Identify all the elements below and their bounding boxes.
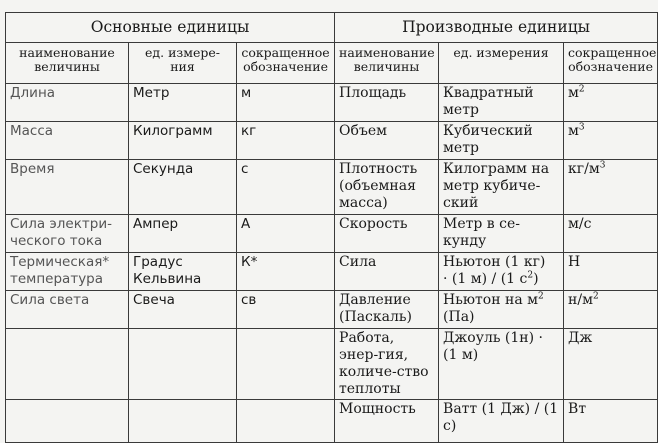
basic-name-cell: Сила света xyxy=(6,291,129,329)
derived-unit-cell: Квадратный метр xyxy=(439,84,564,122)
sym-base: Н xyxy=(568,254,581,270)
unit-line-1: Ньютон (1 кг) xyxy=(443,254,546,270)
derived-unit-cell: Килограмм на метр кубиче-ский xyxy=(439,160,564,215)
col-derived-unit: ед. измерения xyxy=(439,43,564,84)
table-row xyxy=(6,84,658,122)
unit-line-1: Ньютон на м xyxy=(443,292,539,308)
basic-unit-cell: Ампер xyxy=(129,215,237,253)
derived-sym-cell xyxy=(564,122,658,160)
unit-exponent: 2 xyxy=(538,291,544,302)
derived-unit-cell: Кубический метр xyxy=(439,122,564,160)
units-table xyxy=(5,12,658,443)
table-row xyxy=(6,329,658,400)
derived-sym-cell xyxy=(564,400,658,443)
table-row xyxy=(6,160,658,215)
basic-name-cell: Масса xyxy=(6,122,129,160)
derived-unit-cell xyxy=(439,253,564,291)
derived-sym-cell xyxy=(564,253,658,291)
basic-sym-cell: м xyxy=(237,84,335,122)
basic-unit-cell: Градус Кельвина xyxy=(129,253,237,291)
sym-base: н/м xyxy=(568,292,593,308)
derived-name-cell: Мощность xyxy=(335,400,439,443)
basic-name-cell xyxy=(6,400,129,443)
col-derived-sym: сокращенное обозначение xyxy=(564,43,658,84)
sym-base: Дж xyxy=(568,330,593,346)
table-row xyxy=(6,215,658,253)
derived-unit-cell: Ватт (1 Дж) / (1 с) xyxy=(439,400,564,443)
col-derived-name: наименование величины xyxy=(335,43,439,84)
unit-line-2: · (1 м) / (1 с xyxy=(443,271,528,287)
sym-base: Вт xyxy=(568,401,587,417)
derived-sym-cell xyxy=(564,84,658,122)
table-row xyxy=(6,122,658,160)
sym-exponent: 2 xyxy=(592,291,599,302)
derived-unit-cell: Джоуль (1н) · (1 м) xyxy=(439,329,564,400)
derived-name-cell: Площадь xyxy=(335,84,439,122)
basic-sym-cell: К* xyxy=(237,253,335,291)
col-basic-sym: сокращенное обозначение xyxy=(237,43,335,84)
basic-name-cell xyxy=(6,329,129,400)
basic-sym-cell xyxy=(237,329,335,400)
basic-name-cell: Термическая* температура xyxy=(6,253,129,291)
sym-base: м xyxy=(568,123,579,139)
basic-sym-cell: св xyxy=(237,291,335,329)
basic-unit-cell: Свеча xyxy=(129,291,237,329)
sym-base: кг/м xyxy=(568,161,600,177)
derived-unit-cell xyxy=(439,291,564,329)
derived-sym-cell xyxy=(564,291,658,329)
derived-name-cell: Работа, энер-гия, количе-ство теплоты xyxy=(335,329,439,400)
basic-sym-cell xyxy=(237,400,335,443)
sym-base: м xyxy=(568,85,579,101)
unit-exponent: 2 xyxy=(527,270,534,281)
derived-sym-cell xyxy=(564,329,658,400)
basic-unit-cell: Секунда xyxy=(129,160,237,215)
sym-exponent: 3 xyxy=(578,122,585,133)
table-row xyxy=(6,253,658,291)
derived-sym-cell xyxy=(564,160,658,215)
unit-line-2-end: ) xyxy=(533,271,539,287)
table-row xyxy=(6,400,658,443)
derived-sym-cell xyxy=(564,215,658,253)
basic-name-cell: Сила электри-ческого тока xyxy=(6,215,129,253)
basic-unit-cell xyxy=(129,400,237,443)
basic-sym-cell: с xyxy=(237,160,335,215)
sym-exponent: 3 xyxy=(599,160,606,171)
basic-unit-cell: Метр xyxy=(129,84,237,122)
basic-units-header: Основные единицы xyxy=(6,13,335,43)
unit-line-2: (Па) xyxy=(443,309,475,325)
basic-sym-cell: кг xyxy=(237,122,335,160)
basic-name-cell: Время xyxy=(6,160,129,215)
derived-name-cell: Давление (Паскаль) xyxy=(335,291,439,329)
derived-name-cell: Объем xyxy=(335,122,439,160)
basic-name-cell: Длина xyxy=(6,84,129,122)
basic-unit-cell xyxy=(129,329,237,400)
col-basic-name: наименование величины xyxy=(6,43,129,84)
sym-base: м/с xyxy=(568,216,592,232)
derived-units-header: Производные единицы xyxy=(335,13,658,43)
derived-name-cell: Сила xyxy=(335,253,439,291)
derived-unit-cell: Метр в се-кунду xyxy=(439,215,564,253)
basic-sym-cell: А xyxy=(237,215,335,253)
sym-exponent: 2 xyxy=(578,84,585,95)
table-row xyxy=(6,291,658,329)
derived-name-cell: Плотность (объемная масса) xyxy=(335,160,439,215)
basic-unit-cell: Килограмм xyxy=(129,122,237,160)
derived-name-cell: Скорость xyxy=(335,215,439,253)
col-basic-unit: ед. измере-ния xyxy=(129,43,237,84)
